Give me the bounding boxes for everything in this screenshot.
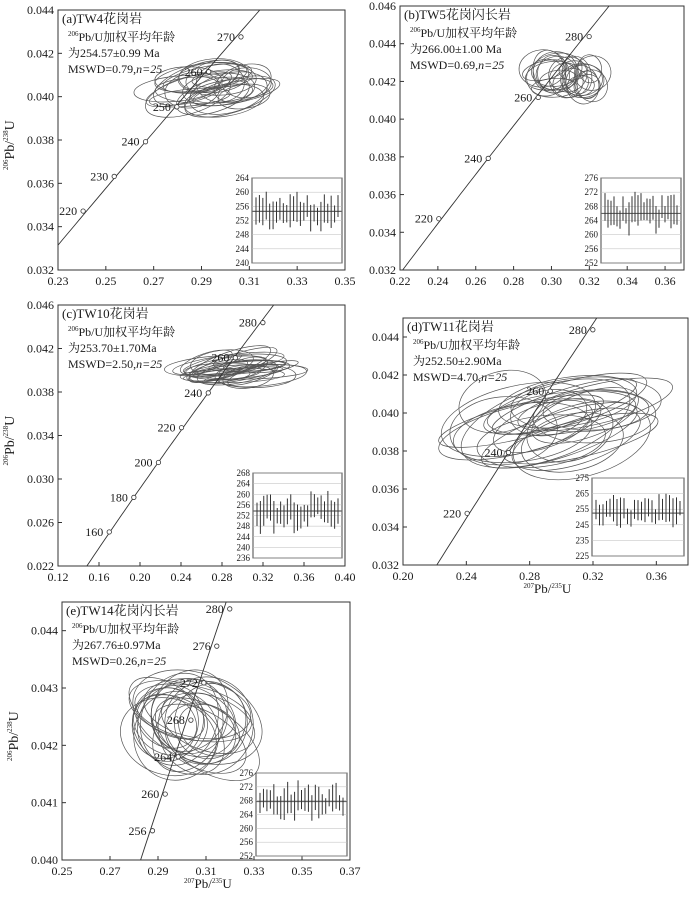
concordia-age-label: 240 [464, 151, 483, 166]
x-tick-label: 0.24 [455, 569, 477, 583]
y-tick-label: 0.032 [369, 263, 396, 277]
inset-tick-label: 245 [575, 519, 589, 530]
panel-title: (a)TW4花岗岩 [62, 11, 143, 26]
isotope-sup: 206 [68, 30, 79, 38]
concordia-age-label: 250 [152, 99, 171, 114]
concordia-age-label: 264 [154, 749, 173, 764]
y-tick-label: 0.042 [27, 46, 54, 61]
concordia-age-marker [107, 530, 111, 534]
inset-tick-label: 272 [239, 781, 253, 792]
y-tick-label: 0.042 [31, 738, 58, 753]
inset-tick-label: 264 [235, 173, 249, 183]
y-tick-label: 0.032 [27, 263, 54, 277]
n-value: n=25 [481, 370, 508, 384]
concordia-age-marker [548, 389, 552, 393]
x-tick-label: 0.36 [654, 274, 676, 288]
concordia-age-label: 270 [216, 29, 235, 44]
weighted-mean-age: 为253.70±1.70Ma [68, 341, 157, 355]
y-tick-label: 0.034 [27, 428, 54, 443]
concordia-age-marker [536, 95, 540, 99]
y-tick-label: 0.038 [27, 385, 54, 399]
inset-tick-label: 252 [235, 215, 249, 226]
concordia-age-marker [132, 495, 136, 499]
concordia-age-label: 276 [192, 639, 211, 654]
concordia-age-marker [176, 755, 180, 759]
x-tick-label: 0.35 [291, 864, 313, 878]
x-tick-label: 0.36 [293, 570, 315, 584]
x-label-el: U [222, 876, 232, 891]
x-tick-label: 0.30 [540, 274, 562, 288]
inset-tick-label: 240 [236, 542, 250, 553]
y-tick-label: 0.043 [31, 681, 58, 695]
concordia-age-marker [175, 105, 179, 109]
isotope-sup: 206 [68, 325, 79, 333]
info-line-1 [413, 337, 520, 352]
x-tick-label: 0.34 [616, 274, 638, 288]
x-tick-label: 0.29 [147, 864, 169, 878]
n-value: n=25 [478, 58, 505, 72]
y-tick-label: 0.042 [369, 74, 396, 89]
x-tick-label: 0.29 [191, 274, 212, 288]
y-axis-label [6, 711, 22, 761]
inset-weighted-mean [237, 468, 343, 563]
inset-tick-label: 252 [236, 510, 250, 521]
y-tick-label: 0.044 [27, 3, 54, 17]
concordia-age-marker [486, 156, 490, 160]
weighted-mean-age: 为254.57±0.99 Ma [68, 46, 160, 60]
inset-tick-label: 225 [575, 551, 589, 561]
analysis-ellipse [433, 386, 606, 472]
y-tick-label: 0.042 [372, 368, 399, 382]
inset-tick-label: 248 [236, 521, 250, 532]
inset-tick-label: 265 [575, 488, 589, 499]
y-tick-label: 0.040 [31, 853, 58, 867]
concordia-age-label: 230 [90, 169, 109, 184]
concordia-age-marker [465, 511, 469, 515]
y-tick-label: 0.036 [27, 176, 54, 191]
concordia-age-marker [189, 718, 193, 722]
info-line-1 [68, 29, 175, 44]
concordia-age-marker [156, 460, 160, 464]
inset-weighted-mean [576, 473, 685, 561]
y-tick-label: 0.038 [27, 133, 54, 147]
mswd-value: MSWD=0.79, [68, 62, 137, 76]
x-tick-label: 0.23 [47, 274, 69, 288]
y-tick-label: 0.046 [369, 0, 396, 13]
weighted-mean-age: 为266.00±1.00 Ma [410, 42, 502, 56]
concordia-age-label: 280 [565, 29, 584, 44]
y-axis-label [2, 120, 18, 170]
x-tick-label: 0.32 [252, 570, 274, 584]
x-label-iso2: 235 [551, 582, 562, 590]
y-tick-label: 0.044 [31, 623, 58, 638]
concordia-age-label: 260 [526, 384, 545, 399]
y-label-iso: 206 [2, 455, 10, 466]
concordia-age-label: 240 [484, 445, 503, 460]
x-tick-label: 0.33 [243, 864, 265, 878]
concordia-age-marker [206, 70, 210, 74]
ellipse-group [518, 47, 616, 108]
panel-title: (d)TW11花岗岩 [407, 319, 494, 334]
x-label-iso: 207 [184, 877, 195, 885]
x-axis-label [524, 581, 572, 596]
x-tick-label: 0.24 [427, 274, 449, 288]
inset-tick-label: 252 [239, 851, 253, 861]
x-tick-label: 0.25 [51, 864, 73, 878]
inset-tick-label: 256 [584, 243, 598, 254]
x-tick-label: 0.40 [334, 570, 356, 584]
inset-tick-label: 268 [236, 468, 250, 478]
mswd-text [413, 370, 507, 384]
y-tick-label: 0.030 [27, 472, 54, 486]
inset-tick-label: 260 [236, 489, 250, 500]
inset-tick-label: 275 [575, 473, 589, 483]
mswd-text [68, 62, 162, 76]
inset-tick-label: 244 [236, 531, 250, 542]
concordia-age-label: 280 [238, 315, 257, 330]
panel-title: (b)TW5花岗闪长岩 [404, 7, 511, 22]
x-tick-label: 0.16 [88, 570, 110, 584]
y-axis-label [2, 416, 18, 466]
y-tick-label: 0.040 [369, 112, 396, 127]
x-tick-label: 0.20 [392, 569, 414, 583]
y-tick-label: 0.032 [372, 558, 399, 572]
y-tick-label: 0.046 [27, 298, 54, 312]
info-line-1 [72, 621, 179, 636]
y-tick-label: 0.040 [27, 89, 54, 104]
concordia-age-marker [506, 450, 510, 454]
x-tick-label: 0.33 [286, 274, 308, 288]
panel-c [2, 252, 356, 635]
concordia-age-label: 280 [568, 322, 587, 337]
x-label-el: U [561, 581, 572, 596]
x-tick-label: 0.27 [143, 274, 165, 288]
concordia-age-marker [81, 209, 85, 213]
mswd-text [68, 357, 162, 371]
n-value: n=25 [136, 357, 163, 371]
y-tick-label: 0.042 [27, 341, 54, 356]
concordia-age-label: 260 [211, 350, 230, 365]
info-text: Pb/U加权平均年龄 [78, 30, 176, 44]
concordia-age-marker [261, 320, 265, 324]
concordia-age-marker [233, 356, 237, 360]
x-label-iso2: 235 [211, 877, 223, 885]
y-tick-label: 0.022 [27, 559, 54, 573]
inset-tick-label: 264 [236, 478, 250, 489]
inset-tick-label: 260 [584, 229, 598, 240]
x-label-iso: 207 [523, 582, 534, 590]
n-value: n=25 [140, 654, 167, 668]
concordia-age-label: 260 [514, 90, 533, 105]
concordia-age-marker [163, 792, 167, 796]
inset-weighted-mean [240, 768, 348, 861]
concordia-age-label: 240 [184, 385, 203, 400]
panel-title: (c)TW10花岗岩 [62, 306, 149, 321]
y-label-el: U [3, 415, 18, 426]
isotope-sup: 206 [413, 338, 424, 346]
y-label-iso: 206 [6, 750, 14, 761]
concordia-age-marker [150, 829, 154, 833]
concordia-age-marker [143, 140, 147, 144]
panel-title: (e)TW14花岗闪长岩 [66, 603, 179, 618]
inset-tick-label: 256 [235, 201, 249, 212]
mswd-text [410, 58, 504, 72]
concordia-age-label: 272 [179, 675, 198, 690]
inset-tick-label: 260 [235, 187, 249, 198]
x-label-mass: Pb/ [194, 876, 212, 891]
isotope-sup: 206 [410, 26, 421, 34]
concordia-age-label: 260 [184, 64, 203, 79]
y-tick-label: 0.034 [372, 520, 399, 534]
y-tick-label: 0.038 [372, 444, 399, 458]
inset-weighted-mean [585, 173, 682, 268]
concordia-age-label: 220 [59, 204, 78, 219]
x-tick-label: 0.32 [582, 569, 604, 583]
y-tick-label: 0.034 [27, 219, 54, 234]
y-tick-label: 0.036 [372, 482, 399, 496]
concordia-age-marker [587, 34, 591, 38]
info-line-1 [410, 25, 517, 40]
y-label-mass: Pb/ [3, 436, 18, 455]
y-tick-label: 0.036 [369, 187, 396, 202]
inset-tick-label: 235 [575, 535, 589, 546]
inset-tick-label: 260 [239, 823, 253, 834]
inset-tick-label: 276 [584, 173, 598, 183]
x-tick-label: 0.26 [465, 274, 487, 288]
weighted-mean-age: 为252.50±2.90Ma [413, 354, 502, 368]
mswd-value: MSWD=0.69, [410, 58, 479, 72]
inset-tick-label: 264 [239, 809, 253, 820]
mswd-value: MSWD=2.50, [68, 357, 137, 371]
inset-tick-label: 244 [235, 243, 249, 254]
y-tick-label: 0.040 [372, 406, 399, 420]
y-label-mass: Pb/ [7, 731, 22, 751]
inset-tick-label: 276 [239, 768, 253, 778]
y-tick-label: 0.044 [372, 330, 399, 344]
x-tick-label: 0.28 [503, 274, 525, 288]
y-label-el: U [3, 120, 18, 131]
x-tick-label: 0.36 [645, 569, 667, 583]
info-text: Pb/U加权平均年龄 [78, 325, 176, 339]
inset-tick-label: 256 [239, 837, 253, 848]
concordia-age-marker [239, 35, 243, 39]
x-tick-label: 0.35 [334, 274, 356, 288]
x-tick-label: 0.22 [389, 274, 411, 288]
x-tick-label: 0.27 [99, 864, 121, 878]
weighted-mean-age: 为267.76±0.97Ma [72, 638, 161, 652]
y-tick-label: 0.041 [31, 795, 58, 810]
concordia-age-label: 180 [109, 490, 128, 505]
x-tick-label: 0.28 [211, 570, 233, 584]
concordia-age-label: 268 [166, 713, 185, 728]
mswd-value: MSWD=0.26, [72, 654, 141, 668]
x-axis-label [184, 876, 232, 891]
concordia-age-marker [591, 328, 595, 332]
concordia-age-marker [112, 174, 116, 178]
concordia-age-label: 220 [443, 506, 462, 521]
y-label-iso2: 238 [2, 425, 10, 437]
concordia-age-marker [202, 681, 206, 685]
y-tick-label: 0.038 [369, 149, 396, 164]
inset-tick-label: 268 [584, 201, 598, 212]
mswd-text [72, 654, 166, 668]
y-label-iso2: 238 [6, 721, 14, 732]
inset-weighted-mean [236, 173, 343, 268]
x-tick-label: 0.25 [95, 274, 117, 288]
y-tick-label: 0.044 [369, 36, 396, 51]
inset-tick-label: 256 [236, 499, 250, 510]
x-tick-label: 0.20 [129, 570, 151, 584]
concordia-age-label: 240 [121, 134, 140, 149]
concordia-age-marker [206, 391, 210, 395]
info-text: Pb/U加权平均年龄 [420, 26, 518, 40]
info-text: Pb/U加权平均年龄 [82, 622, 180, 636]
concordia-age-marker [228, 607, 232, 611]
y-tick-label: 0.034 [369, 225, 396, 240]
x-tick-label: 0.28 [519, 569, 541, 583]
inset-tick-label: 272 [584, 187, 598, 198]
concordia-age-label: 220 [414, 211, 433, 226]
y-tick-label: 0.026 [27, 515, 54, 530]
y-label-iso2: 238 [2, 130, 10, 141]
inset-tick-label: 236 [236, 553, 250, 563]
x-tick-label: 0.32 [578, 274, 600, 288]
x-tick-label: 0.12 [47, 570, 69, 584]
concordia-age-marker [215, 644, 219, 648]
x-tick-label: 0.31 [238, 274, 260, 288]
n-value: n=25 [136, 62, 163, 76]
inset-tick-label: 248 [235, 229, 249, 240]
analysis-ellipse [505, 395, 647, 483]
x-label-mass: Pb/ [534, 581, 552, 596]
x-tick-label: 0.24 [170, 570, 192, 584]
concordia-age-label: 256 [128, 823, 147, 838]
mswd-value: MSWD=4.70, [413, 370, 482, 384]
inset-tick-label: 264 [584, 215, 598, 226]
ellipse-group [164, 338, 308, 391]
concordia-age-marker [437, 217, 441, 221]
info-line-1 [68, 324, 175, 339]
inset-tick-label: 240 [235, 258, 249, 268]
y-label-mass: Pb/ [3, 140, 18, 160]
inset-tick-label: 252 [584, 258, 598, 268]
concordia-age-label: 220 [157, 420, 176, 435]
inset-tick-label: 268 [239, 795, 253, 806]
concordia-age-label: 260 [141, 787, 160, 802]
concordia-age-label: 200 [134, 455, 153, 470]
y-label-el: U [7, 711, 22, 722]
concordia-age-marker [179, 425, 183, 429]
inset-tick-label: 255 [575, 504, 589, 515]
concordia-age-label: 280 [205, 601, 224, 616]
concordia-age-label: 160 [85, 524, 104, 539]
y-label-iso: 206 [2, 159, 10, 170]
info-text: Pb/U加权平均年龄 [423, 338, 521, 352]
isotope-sup: 206 [72, 622, 83, 630]
x-tick-label: 0.31 [195, 864, 217, 878]
x-tick-label: 0.37 [339, 864, 361, 878]
